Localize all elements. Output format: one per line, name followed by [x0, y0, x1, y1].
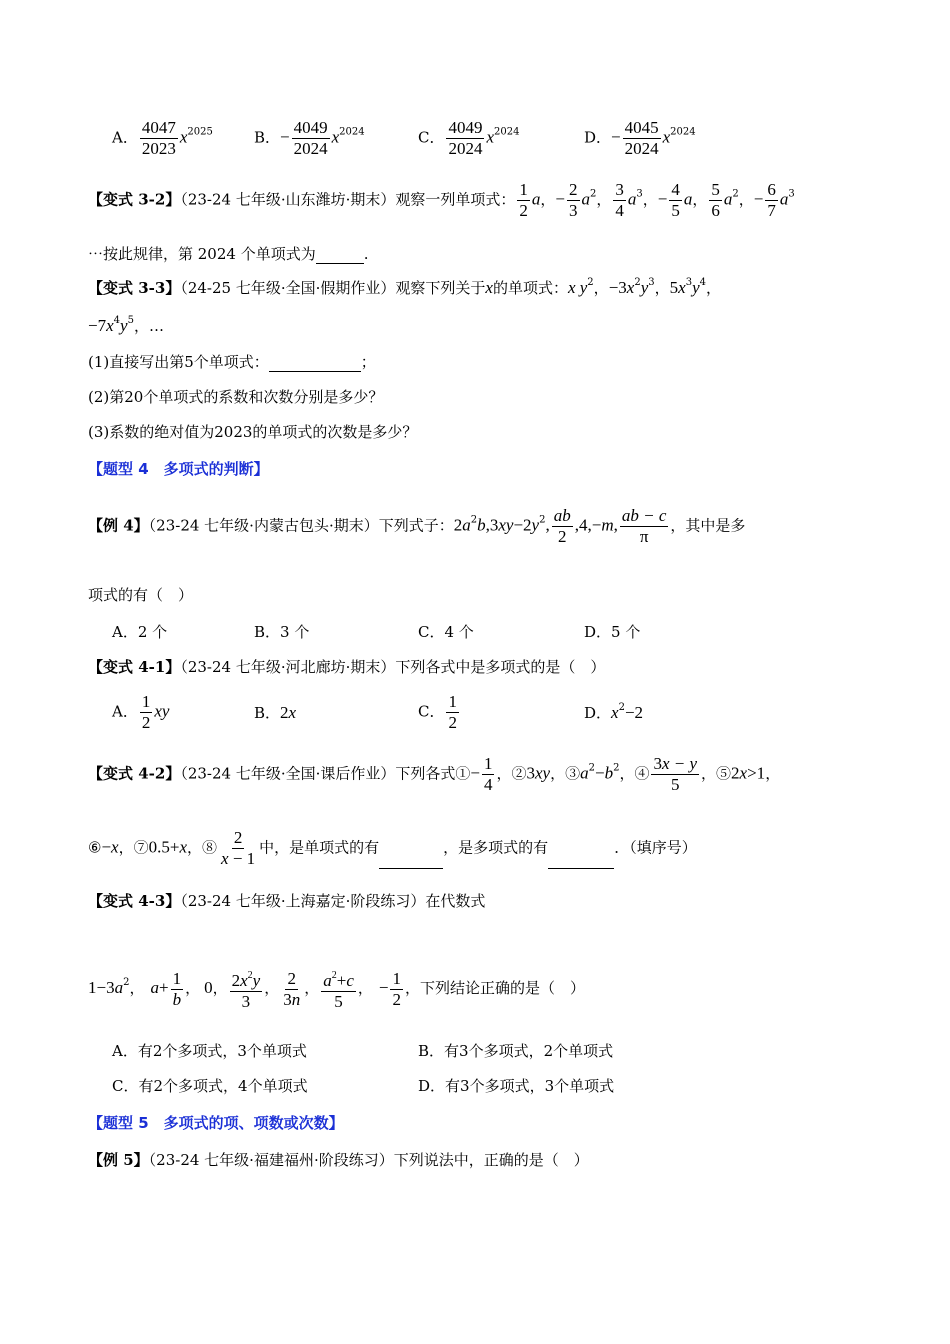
variant-4-2-cont: ⑥−x，⑦0.5+x，⑧ $\frac{2}{x - 1}$ 中，是单项式的有 ，是多项式的有 ．（填序号）: [88, 828, 697, 868]
option-a[interactable]: A．2 个: [112, 623, 168, 641]
option-b[interactable]: B．2x: [254, 703, 297, 722]
option-a[interactable]: A．有2个多项式，3个单项式: [112, 1042, 307, 1060]
option-d[interactable]: D．有3个多项式，3个单项式: [418, 1077, 615, 1095]
variant-4-2: 【变式 4-2】（23-24 七年级·全国·课后作业）下列各式①− $\frac{1}{4}$ ，②3xy，$③a^2-b^2$，④ $\frac{3x - y}{5}$ ，⑤2x>1，: [88, 754, 781, 794]
option-d[interactable]: D．$x^2-2$: [584, 702, 644, 722]
option-d[interactable]: D．− $\frac{4045}{2024}$ $x^{2024}$: [584, 118, 696, 158]
option-b[interactable]: B．− $\frac{4049}{2024}$ $x^{2024}$: [254, 118, 365, 158]
variant-4-1: 【变式 4-1】（23-24 七年级·河北廊坊·期末）下列各式中是多项式的是（ ）: [88, 658, 606, 676]
option-c[interactable]: C． $\frac{1}{2}$: [418, 692, 457, 732]
variant-3-3-q2: (2)第20个单项式的系数和次数分别是多少？: [88, 388, 384, 406]
option-a[interactable]: A． $\frac{4047}{2023}$ $x^{2025}$: [112, 118, 213, 158]
section-title-4: 【题型 4 多项式的判断】: [88, 460, 269, 478]
option-c[interactable]: C． $\frac{4049}{2024}$ $x^{2024}$: [418, 118, 520, 158]
answer-blank[interactable]: [269, 371, 361, 372]
option-d[interactable]: D．5 个: [584, 623, 641, 641]
variant-3-3-q3: (3)系数的绝对值为2023的单项式的次数是多少？: [88, 423, 418, 441]
answer-blank-monomial[interactable]: [379, 868, 443, 869]
variant-4-3: 【变式 4-3】（23-24 七年级·上海嘉定·阶段练习）在代数式: [88, 892, 486, 910]
option-c[interactable]: C．4 个: [418, 623, 474, 641]
variant-3-3: 【变式 3-3】（24-25 七年级·全国·假期作业）观察下列关于x的单项式：x $y^2$，$-3x^2y^3$，$5x^3y^4$，: [88, 277, 721, 297]
variant-3-3-cont: $-7x^4y^5$，…: [88, 315, 164, 335]
variant-4-3-expr: $1-3a^2$， a+ $\frac{1}{b}$ ， 0， $\frac{2x^2y}{3}$ ， $\frac{2}{3n}$ ， $\frac{a^2+c}{5}$ ， − $\frac{1}{2}$ ，下列结论正确的是（ ）: [88, 966, 585, 1012]
example-4: 【例 4】（23-24 七年级·内蒙古包头·期末）下列式子：$2a^2b,3xy-2y^2$, $\frac{ab}{2}$ ,4,−m, $\frac{ab - c}{\pi}$ ，其中是多: [88, 506, 746, 546]
option-c[interactable]: C．有2个多项式，4个单项式: [112, 1077, 308, 1095]
example-4-cont: 项式的有（ ）: [88, 586, 194, 604]
variant-3-2: 【变式 3-2】（23-24 七年级·山东潍坊·期末）观察一列单项式： $\frac{1}{2}$ a，− $\frac{2}{3}$ $a^2$， $\frac{3}{4}$ $a^3$，− $\frac{4}{5}$ a， $\frac{5}{6}$ $a^2$，− $\frac{6}{7}$ $a^3$: [88, 180, 795, 220]
answer-blank[interactable]: [316, 263, 364, 264]
example-5: 【例 5】（23-24 七年级·福建福州·阶段练习）下列说法中，正确的是（ ）: [88, 1151, 589, 1169]
option-b[interactable]: B．有3个多项式，2个单项式: [418, 1042, 614, 1060]
variant-3-2-cont: ⋯按此规律，第 2024 个单项式为 .: [88, 245, 369, 263]
answer-blank-polynomial[interactable]: [548, 868, 614, 869]
variant-3-3-q1: (1)直接写出第5个单项式： ；: [88, 353, 376, 371]
option-a[interactable]: A． $\frac{1}{2}$ xy: [112, 692, 170, 732]
section-title-5: 【题型 5 多项式的项、项数或次数】: [88, 1114, 344, 1132]
option-b[interactable]: B．3 个: [254, 623, 310, 641]
